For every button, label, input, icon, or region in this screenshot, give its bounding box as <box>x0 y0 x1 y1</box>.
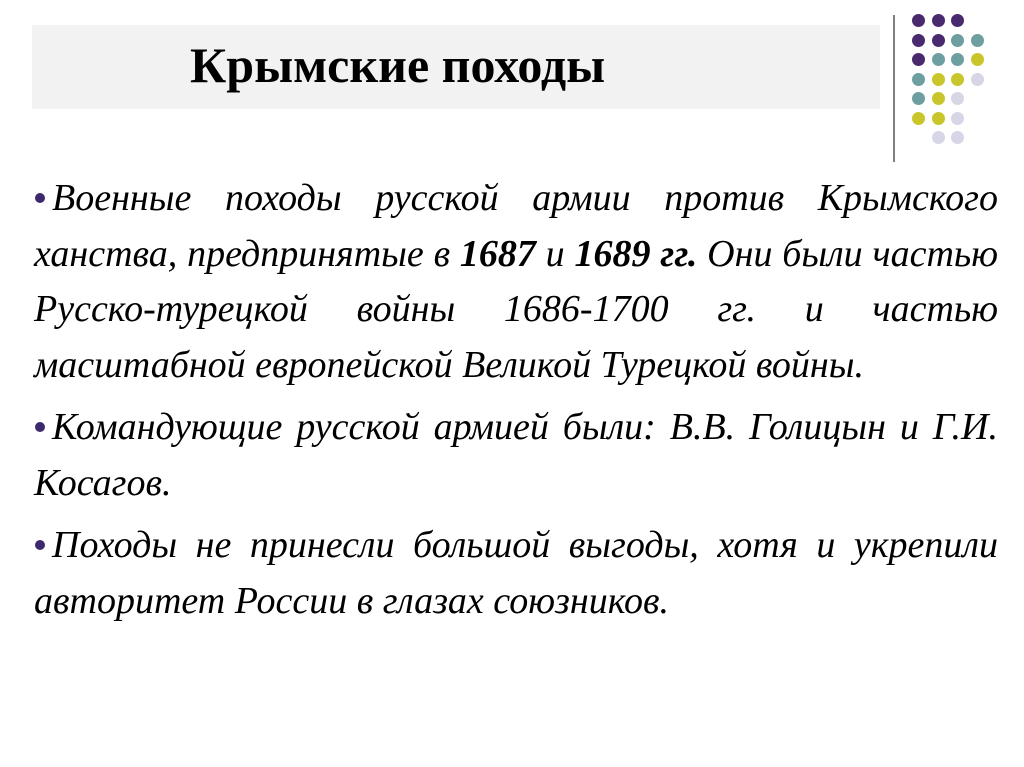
decorative-dot <box>932 53 945 66</box>
decorative-dot <box>932 131 945 144</box>
bullet-text-bold: 1689 гг. <box>574 232 698 275</box>
decorative-dot <box>951 131 964 144</box>
decorative-dot <box>912 34 925 47</box>
decorative-dot <box>912 73 925 86</box>
decorative-dot <box>932 34 945 47</box>
bullet-dot-icon <box>35 422 45 432</box>
bullet-dot-icon <box>35 540 45 550</box>
decorative-dot <box>912 53 925 66</box>
bullet-text-bold: 1687 <box>459 232 536 275</box>
decorative-dot-grid <box>0 0 1024 180</box>
bullet-text: Они были частью Русско-турецкой войны 1686-1700 гг. и частью масштабной европейской Великой Турецкой войны. <box>34 232 998 386</box>
decorative-dot <box>932 73 945 86</box>
bullet-text: Командующие русской армией были: В.В. Голицын и Г.И. Косагов. <box>34 406 998 504</box>
bullet-text: и <box>535 232 575 275</box>
decorative-dot <box>951 92 964 105</box>
decorative-dot <box>951 14 964 27</box>
decorative-dot <box>971 73 984 86</box>
bullet-item <box>34 518 998 629</box>
decorative-dot <box>912 112 925 125</box>
decorative-dot <box>932 14 945 27</box>
decorative-dot <box>951 53 964 66</box>
bullet-list <box>34 171 998 636</box>
decorative-dot <box>912 92 925 105</box>
bullet-text: Военные походы русской армии против Крымского ханства, предпринятые в <box>34 177 998 275</box>
slide-title: Крымские походы <box>190 37 606 93</box>
decorative-dot <box>932 92 945 105</box>
decorative-dot <box>912 14 925 27</box>
bullet-item <box>34 171 998 393</box>
decorative-dot <box>971 53 984 66</box>
decorative-dot <box>951 73 964 86</box>
bullet-item <box>34 400 998 511</box>
decorative-dot <box>971 34 984 47</box>
decorative-dot <box>951 112 964 125</box>
bullet-dot-icon <box>35 193 45 203</box>
decorative-dot <box>932 112 945 125</box>
bullet-text: Походы не принесли большой выгоды, хотя и укрепили авторитет России в глазах союзников. <box>34 524 998 622</box>
decorative-dot <box>951 34 964 47</box>
